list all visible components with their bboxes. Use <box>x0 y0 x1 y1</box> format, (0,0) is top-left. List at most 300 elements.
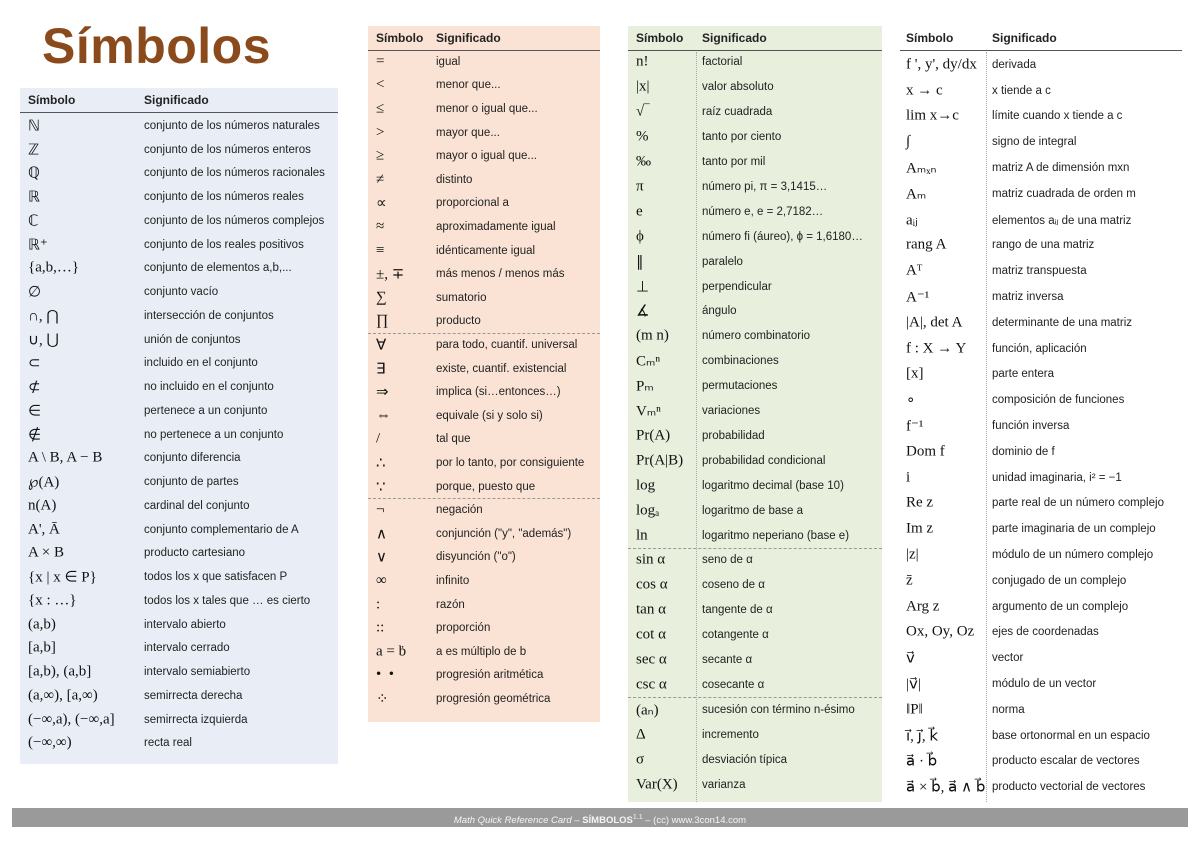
table-row <box>20 684 338 708</box>
symbol-cell: ∈ <box>28 403 42 420</box>
meaning-cell: desviación típica <box>702 753 788 766</box>
table-row <box>368 144 600 168</box>
page-title: Símbolos <box>42 18 272 74</box>
symbol-cell: csc α <box>636 676 667 693</box>
symbol-cell: ln <box>636 527 648 544</box>
meaning-cell: aproximadamente igual <box>436 220 556 233</box>
sets-panel <box>20 88 338 764</box>
symbol-cell: ϕ <box>636 228 644 245</box>
symbol-cell: ℕ <box>28 118 41 135</box>
table-row <box>368 475 600 499</box>
table-row <box>368 522 600 546</box>
table-row <box>628 573 882 598</box>
symbol-cell: (a,∞), [a,∞) <box>28 687 98 704</box>
section-separator <box>628 697 882 698</box>
table-row <box>368 640 600 664</box>
symbol-cell: ∫ <box>906 133 911 150</box>
meaning-cell: no pertenece a un conjunto <box>144 428 284 441</box>
meaning-cell: raíz cuadrada <box>702 106 773 119</box>
meaning-cell: conjunto de elementos a,b,... <box>144 262 292 275</box>
table-row <box>900 439 1182 465</box>
symbol-cell: ≤ <box>376 100 385 117</box>
meaning-cell: negación <box>436 504 483 517</box>
symbol-cell: ∥ <box>636 254 644 271</box>
symbol-cell: |A|, det A <box>906 314 963 331</box>
meaning-cell: combinaciones <box>702 355 779 368</box>
meaning-cell: tanto por ciento <box>702 131 782 144</box>
meaning-cell: tal que <box>436 433 471 446</box>
analysis-panel <box>900 26 1182 802</box>
meaning-cell: valor absoluto <box>702 81 774 94</box>
symbol-cell: [a,b] <box>28 639 56 656</box>
table-row <box>900 594 1182 620</box>
table-row <box>368 616 600 640</box>
table-row <box>900 129 1182 155</box>
symbol-cell: ∑ <box>376 289 387 306</box>
relations-panel <box>368 26 600 722</box>
table-row <box>900 620 1182 646</box>
meaning-cell: infinito <box>436 574 470 587</box>
table-row <box>900 52 1182 78</box>
symbol-cell: a = ḃ <box>376 643 407 660</box>
table-row <box>368 239 600 263</box>
footer-bar <box>12 808 1188 827</box>
meaning-cell: mayor que... <box>436 126 500 139</box>
symbol-cell: f ', y', dy/dx <box>906 56 977 73</box>
meaning-cell: seno de α <box>702 554 753 567</box>
symbol-cell: lim x→c <box>906 107 959 124</box>
meaning-cell: función, aplicación <box>992 342 1087 355</box>
table-row <box>900 465 1182 491</box>
table-row <box>900 387 1182 413</box>
table-row <box>20 708 338 732</box>
meaning-cell: intervalo semiabierto <box>144 666 251 679</box>
meaning-cell: menor o igual que... <box>436 102 538 115</box>
meaning-cell: unidad imaginaria, i² = −1 <box>992 471 1122 484</box>
meaning-header: Significado <box>436 31 501 45</box>
table-row <box>20 423 338 447</box>
table-row <box>628 199 882 224</box>
symbol-cell: ∉ <box>28 427 42 444</box>
table-row <box>900 542 1182 568</box>
table-row <box>368 687 600 711</box>
table-row <box>368 168 600 192</box>
table-row <box>900 491 1182 517</box>
table-row <box>20 114 338 138</box>
symbol-cell: ≈ <box>376 218 385 235</box>
meaning-cell: probabilidad <box>702 429 765 442</box>
symbol-cell: ℚ <box>28 165 40 182</box>
symbol-cell: A \ B, A − B <box>28 449 103 466</box>
symbol-cell: ∡ <box>636 303 650 320</box>
symbol-cell: Aₘ <box>906 186 927 203</box>
symbol-cell: |z| <box>906 546 919 563</box>
table-row <box>20 565 338 589</box>
table-row <box>628 75 882 100</box>
symbol-cell: ℤ <box>28 142 40 159</box>
table-row <box>20 375 338 399</box>
meaning-cell: porque, puesto que <box>436 480 536 493</box>
symbol-header: Símbolo <box>28 93 76 107</box>
symbol-cell: ⊄ <box>28 379 41 396</box>
meaning-cell: paralelo <box>702 255 743 268</box>
symbol-cell: i <box>906 469 911 486</box>
symbol-cell: Im z <box>906 520 934 537</box>
symbol-cell: ∵ <box>376 479 386 496</box>
meaning-cell: todos los x que satisfacen P <box>144 571 288 584</box>
table-row <box>900 207 1182 233</box>
symbol-cell: ⇒ <box>376 384 389 401</box>
symbol-cell: Arg z <box>906 598 940 615</box>
table-row <box>628 598 882 623</box>
table-row <box>20 280 338 304</box>
table-row <box>20 304 338 328</box>
table-row <box>628 224 882 249</box>
table-row <box>628 424 882 449</box>
table-row <box>368 286 600 310</box>
table-row <box>628 399 882 424</box>
meaning-cell: parte imaginaria de un complejo <box>992 523 1156 536</box>
table-row <box>628 498 882 523</box>
symbol-cell: ‖P‖ <box>906 701 923 718</box>
symbol-cell: [x] <box>906 365 924 382</box>
symbol-cell: ℝ <box>28 189 40 206</box>
meaning-cell: matriz transpuesta <box>992 265 1087 278</box>
meaning-cell: semirrecta derecha <box>144 689 243 702</box>
table-row <box>628 349 882 374</box>
meaning-cell: existe, cuantif. existencial <box>436 362 567 375</box>
symbol-cell: ∪, ⋃ <box>28 332 59 349</box>
table-row <box>628 150 882 175</box>
symbol-cell: Δ <box>636 726 646 743</box>
symbol-cell: • • <box>376 666 395 683</box>
table-row <box>900 749 1182 775</box>
meaning-cell: producto vectorial de vectores <box>992 781 1146 794</box>
symbol-cell: n(A) <box>28 497 57 514</box>
meaning-cell: factorial <box>702 56 743 69</box>
meaning-cell: para todo, cuantif. universal <box>436 338 578 351</box>
table-row <box>20 542 338 566</box>
table-row <box>20 162 338 186</box>
symbol-cell: (−∞,∞) <box>28 734 72 751</box>
symbol-cell: aᵢⱼ <box>906 212 918 229</box>
table-row <box>368 333 600 357</box>
meaning-cell: elementos aᵢⱼ de una matriz <box>992 214 1132 227</box>
symbol-cell: Pₘ <box>636 378 654 395</box>
symbol-cell: ∅ <box>28 284 42 301</box>
meaning-cell: ejes de coordenadas <box>992 626 1099 639</box>
symbol-cell: ±, ∓ <box>376 266 405 283</box>
symbol-cell: i⃗, j⃗, k⃗ <box>906 728 939 745</box>
footer-main: SÍMBOLOS <box>582 815 633 827</box>
meaning-cell: número fi (áureo), ϕ = 1,6180… <box>702 230 863 243</box>
meaning-cell: probabilidad condicional <box>702 454 826 467</box>
meaning-cell: distinto <box>436 173 473 186</box>
meaning-cell: x tiende a c <box>992 84 1051 97</box>
symbol-cell: ℂ <box>28 213 39 230</box>
table-row <box>368 97 600 121</box>
meaning-cell: razón <box>436 598 465 611</box>
symbol-cell: cot α <box>636 626 666 643</box>
symbol-cell: |v⃗| <box>906 676 921 693</box>
meaning-cell: conjunto vacío <box>144 286 219 299</box>
table-row <box>368 546 600 570</box>
symbol-cell: a⃗ × b⃗, a⃗ ∧ b⃗ <box>906 779 986 796</box>
meaning-cell: disyunción ("o") <box>436 551 516 564</box>
table-row <box>20 494 338 518</box>
meaning-cell: rango de una matriz <box>992 239 1095 252</box>
section-separator <box>368 333 600 334</box>
footer-left: Math Quick Reference Card – <box>453 815 580 827</box>
table-row <box>900 155 1182 181</box>
table-row <box>900 284 1182 310</box>
table-row <box>628 175 882 200</box>
meaning-cell: logaritmo neperiano (base e) <box>702 529 850 542</box>
meaning-cell: módulo de un vector <box>992 678 1097 691</box>
symbol-cell: n! <box>636 53 649 70</box>
table-row <box>368 357 600 381</box>
table-row <box>900 774 1182 800</box>
meaning-cell: proporción <box>436 622 491 635</box>
table-header <box>900 26 1182 51</box>
meaning-cell: conjunto de los números complejos <box>144 214 325 227</box>
symbol-cell: ⊂ <box>28 355 41 372</box>
meaning-cell: permutaciones <box>702 380 778 393</box>
meaning-cell: tangente de α <box>702 604 773 617</box>
symbol-cell: ∩, ⋂ <box>28 308 59 325</box>
meaning-cell: idénticamente igual <box>436 244 536 257</box>
symbol-cell: = <box>376 53 385 70</box>
meaning-cell: conjunto de los números naturales <box>144 119 320 132</box>
symbol-cell: A × B <box>28 544 64 561</box>
table-row <box>628 548 882 573</box>
symbol-cell: a⃗ · b⃗ <box>906 753 938 770</box>
symbol-cell: ∧ <box>376 526 387 543</box>
table-row <box>628 50 882 75</box>
symbol-cell: ∏ <box>376 312 389 329</box>
meaning-cell: dominio de f <box>992 445 1055 458</box>
table-row <box>900 310 1182 336</box>
meaning-cell: sumatorio <box>436 291 487 304</box>
meaning-cell: intervalo abierto <box>144 618 226 631</box>
meaning-header: Significado <box>992 31 1057 45</box>
meaning-cell: por lo tanto, por consiguiente <box>436 456 585 469</box>
symbol-cell: (a,b) <box>28 616 56 633</box>
table-row <box>628 100 882 125</box>
table-row <box>20 660 338 684</box>
table-row <box>368 74 600 98</box>
meaning-cell: coseno de α <box>702 579 765 592</box>
meaning-cell: sucesión con término n-ésimo <box>702 703 855 716</box>
table-row <box>20 518 338 542</box>
symbol-cell: A', Ā <box>28 521 60 538</box>
symbol-cell: ‰ <box>636 153 651 170</box>
table-row <box>368 498 600 522</box>
symbol-cell: {x : …} <box>28 592 77 609</box>
table-row <box>900 181 1182 207</box>
symbol-cell: logₐ <box>636 502 660 519</box>
meaning-header: Significado <box>144 93 209 107</box>
meaning-cell: vector <box>992 652 1024 665</box>
table-row <box>368 262 600 286</box>
table-row <box>20 613 338 637</box>
table-header <box>628 26 882 51</box>
meaning-cell: determinante de una matriz <box>992 316 1132 329</box>
meaning-cell: signo de integral <box>992 136 1077 149</box>
symbol-cell: f⁻¹ <box>906 418 924 435</box>
table-row <box>20 233 338 257</box>
meaning-cell: producto <box>436 315 481 328</box>
meaning-cell: matriz A de dimensión mxn <box>992 162 1130 175</box>
symbol-cell: e <box>636 203 643 220</box>
table-row <box>20 732 338 756</box>
table-row <box>628 125 882 150</box>
symbol-cell: (−∞,a), (−∞,a] <box>28 711 115 728</box>
table-row <box>900 645 1182 671</box>
symbol-cell: v⃗ <box>906 650 915 667</box>
symbol-cell: ⇔ <box>376 407 391 424</box>
symbol-cell: :: <box>376 619 385 636</box>
meaning-cell: intervalo cerrado <box>144 642 230 655</box>
table-row <box>20 138 338 162</box>
meaning-cell: número e, e = 2,7182… <box>702 205 824 218</box>
meaning-cell: variaciones <box>702 405 761 418</box>
symbol-cell: sin α <box>636 551 666 568</box>
table-row <box>368 310 600 334</box>
table-row <box>900 697 1182 723</box>
meaning-cell: tanto por mil <box>702 156 766 169</box>
symbol-cell: : <box>376 596 381 613</box>
table-row <box>628 623 882 648</box>
meaning-cell: conjunto de los números reales <box>144 191 304 204</box>
symbol-cell: A⁻¹ <box>906 289 930 306</box>
symbol-header: Símbolo <box>636 31 684 45</box>
symbol-cell: √‾ <box>636 103 650 120</box>
symbol-cell: Dom f <box>906 443 945 460</box>
table-row <box>628 374 882 399</box>
footer-right: – (cc) www.3con14.com <box>645 815 747 827</box>
table-row <box>900 413 1182 439</box>
meaning-cell: incremento <box>702 728 759 741</box>
section-separator <box>628 548 882 549</box>
meaning-cell: mayor o igual que... <box>436 150 538 163</box>
table-row <box>628 747 882 772</box>
symbol-cell: Ox, Oy, Oz <box>906 623 975 640</box>
symbol-cell: x → c <box>906 82 943 99</box>
meaning-cell: conjunto de los reales positivos <box>144 238 304 251</box>
symbol-cell: z̄ <box>906 572 913 589</box>
table-row <box>900 104 1182 130</box>
symbol-cell: Pr(A) <box>636 427 671 444</box>
table-row <box>900 78 1182 104</box>
meaning-cell: conjunto de los números racionales <box>144 167 325 180</box>
meaning-cell: conjunto de los números enteros <box>144 143 311 156</box>
meaning-cell: límite cuando x tiende a c <box>992 110 1123 123</box>
table-row <box>368 215 600 239</box>
meaning-header: Significado <box>702 31 767 45</box>
meaning-cell: perpendicular <box>702 280 772 293</box>
symbol-cell: ≡ <box>376 242 385 259</box>
meaning-cell: derivada <box>992 58 1037 71</box>
table-row <box>628 299 882 324</box>
meaning-cell: unión de conjuntos <box>144 333 241 346</box>
table-row <box>20 589 338 613</box>
table-row <box>368 428 600 452</box>
table-row <box>20 257 338 281</box>
symbol-header: Símbolo <box>376 31 424 45</box>
table-row <box>20 185 338 209</box>
meaning-cell: todos los x tales que … es cierto <box>144 594 311 607</box>
table-row <box>628 324 882 349</box>
symbol-cell: cos α <box>636 576 668 593</box>
symbol-cell: ∨ <box>376 549 387 566</box>
meaning-cell: cardinal del conjunto <box>144 499 250 512</box>
symbol-cell: ∞ <box>376 572 387 589</box>
table-row <box>368 50 600 74</box>
meaning-cell: progresión geométrica <box>436 692 551 705</box>
meaning-cell: a es múltiplo de b <box>436 645 527 658</box>
table-row <box>20 637 338 661</box>
table-row <box>368 121 600 145</box>
symbol-cell: [a,b), (a,b] <box>28 663 92 680</box>
meaning-cell: conjunción ("y", "además") <box>436 527 572 540</box>
meaning-cell: ángulo <box>702 305 737 318</box>
symbol-cell: f : X → Y <box>906 340 967 357</box>
table-row <box>368 664 600 688</box>
table-row <box>628 274 882 299</box>
table-row <box>20 352 338 376</box>
symbol-cell: tan α <box>636 601 666 618</box>
meaning-cell: proporcional a <box>436 197 509 210</box>
meaning-cell: matriz inversa <box>992 291 1064 304</box>
meaning-cell: conjunto complementario de A <box>144 523 299 536</box>
meaning-cell: intersección de conjuntos <box>144 309 274 322</box>
table-row <box>628 473 882 498</box>
meaning-cell: número combinatorio <box>702 330 811 343</box>
symbol-cell: π <box>636 178 644 195</box>
symbol-cell: ℝ⁺ <box>28 237 48 254</box>
table-row <box>20 399 338 423</box>
symbol-cell: log <box>636 477 656 494</box>
symbol-header: Símbolo <box>906 31 954 45</box>
meaning-cell: norma <box>992 703 1025 716</box>
symbol-cell: ∘ <box>906 392 916 409</box>
table-row <box>628 772 882 797</box>
table-row <box>900 568 1182 594</box>
meaning-cell: cotangente α <box>702 629 769 642</box>
table-row <box>900 516 1182 542</box>
table-row <box>628 697 882 722</box>
meaning-cell: matriz cuadrada de orden m <box>992 187 1136 200</box>
meaning-cell: logaritmo de base a <box>702 504 804 517</box>
symbol-cell: σ <box>636 751 645 768</box>
meaning-cell: pertenece a un conjunto <box>144 404 268 417</box>
symbol-cell: Pr(A|B) <box>636 452 684 469</box>
symbol-cell: rang A <box>906 236 947 253</box>
table-row <box>900 362 1182 388</box>
table-row <box>20 470 338 494</box>
meaning-cell: implica (si…entonces…) <box>436 386 561 399</box>
symbol-cell: ⊥ <box>636 279 650 296</box>
table-row <box>900 258 1182 284</box>
meaning-cell: número pi, π = 3,1415… <box>702 180 828 193</box>
meaning-cell: no incluido en el conjunto <box>144 381 274 394</box>
meaning-cell: conjugado de un complejo <box>992 574 1127 587</box>
symbol-cell: ¬ <box>376 501 385 518</box>
meaning-cell: conjunto de partes <box>144 476 239 489</box>
symbol-cell: {x | x ∈ P} <box>28 569 97 586</box>
functions-panel <box>628 26 882 802</box>
